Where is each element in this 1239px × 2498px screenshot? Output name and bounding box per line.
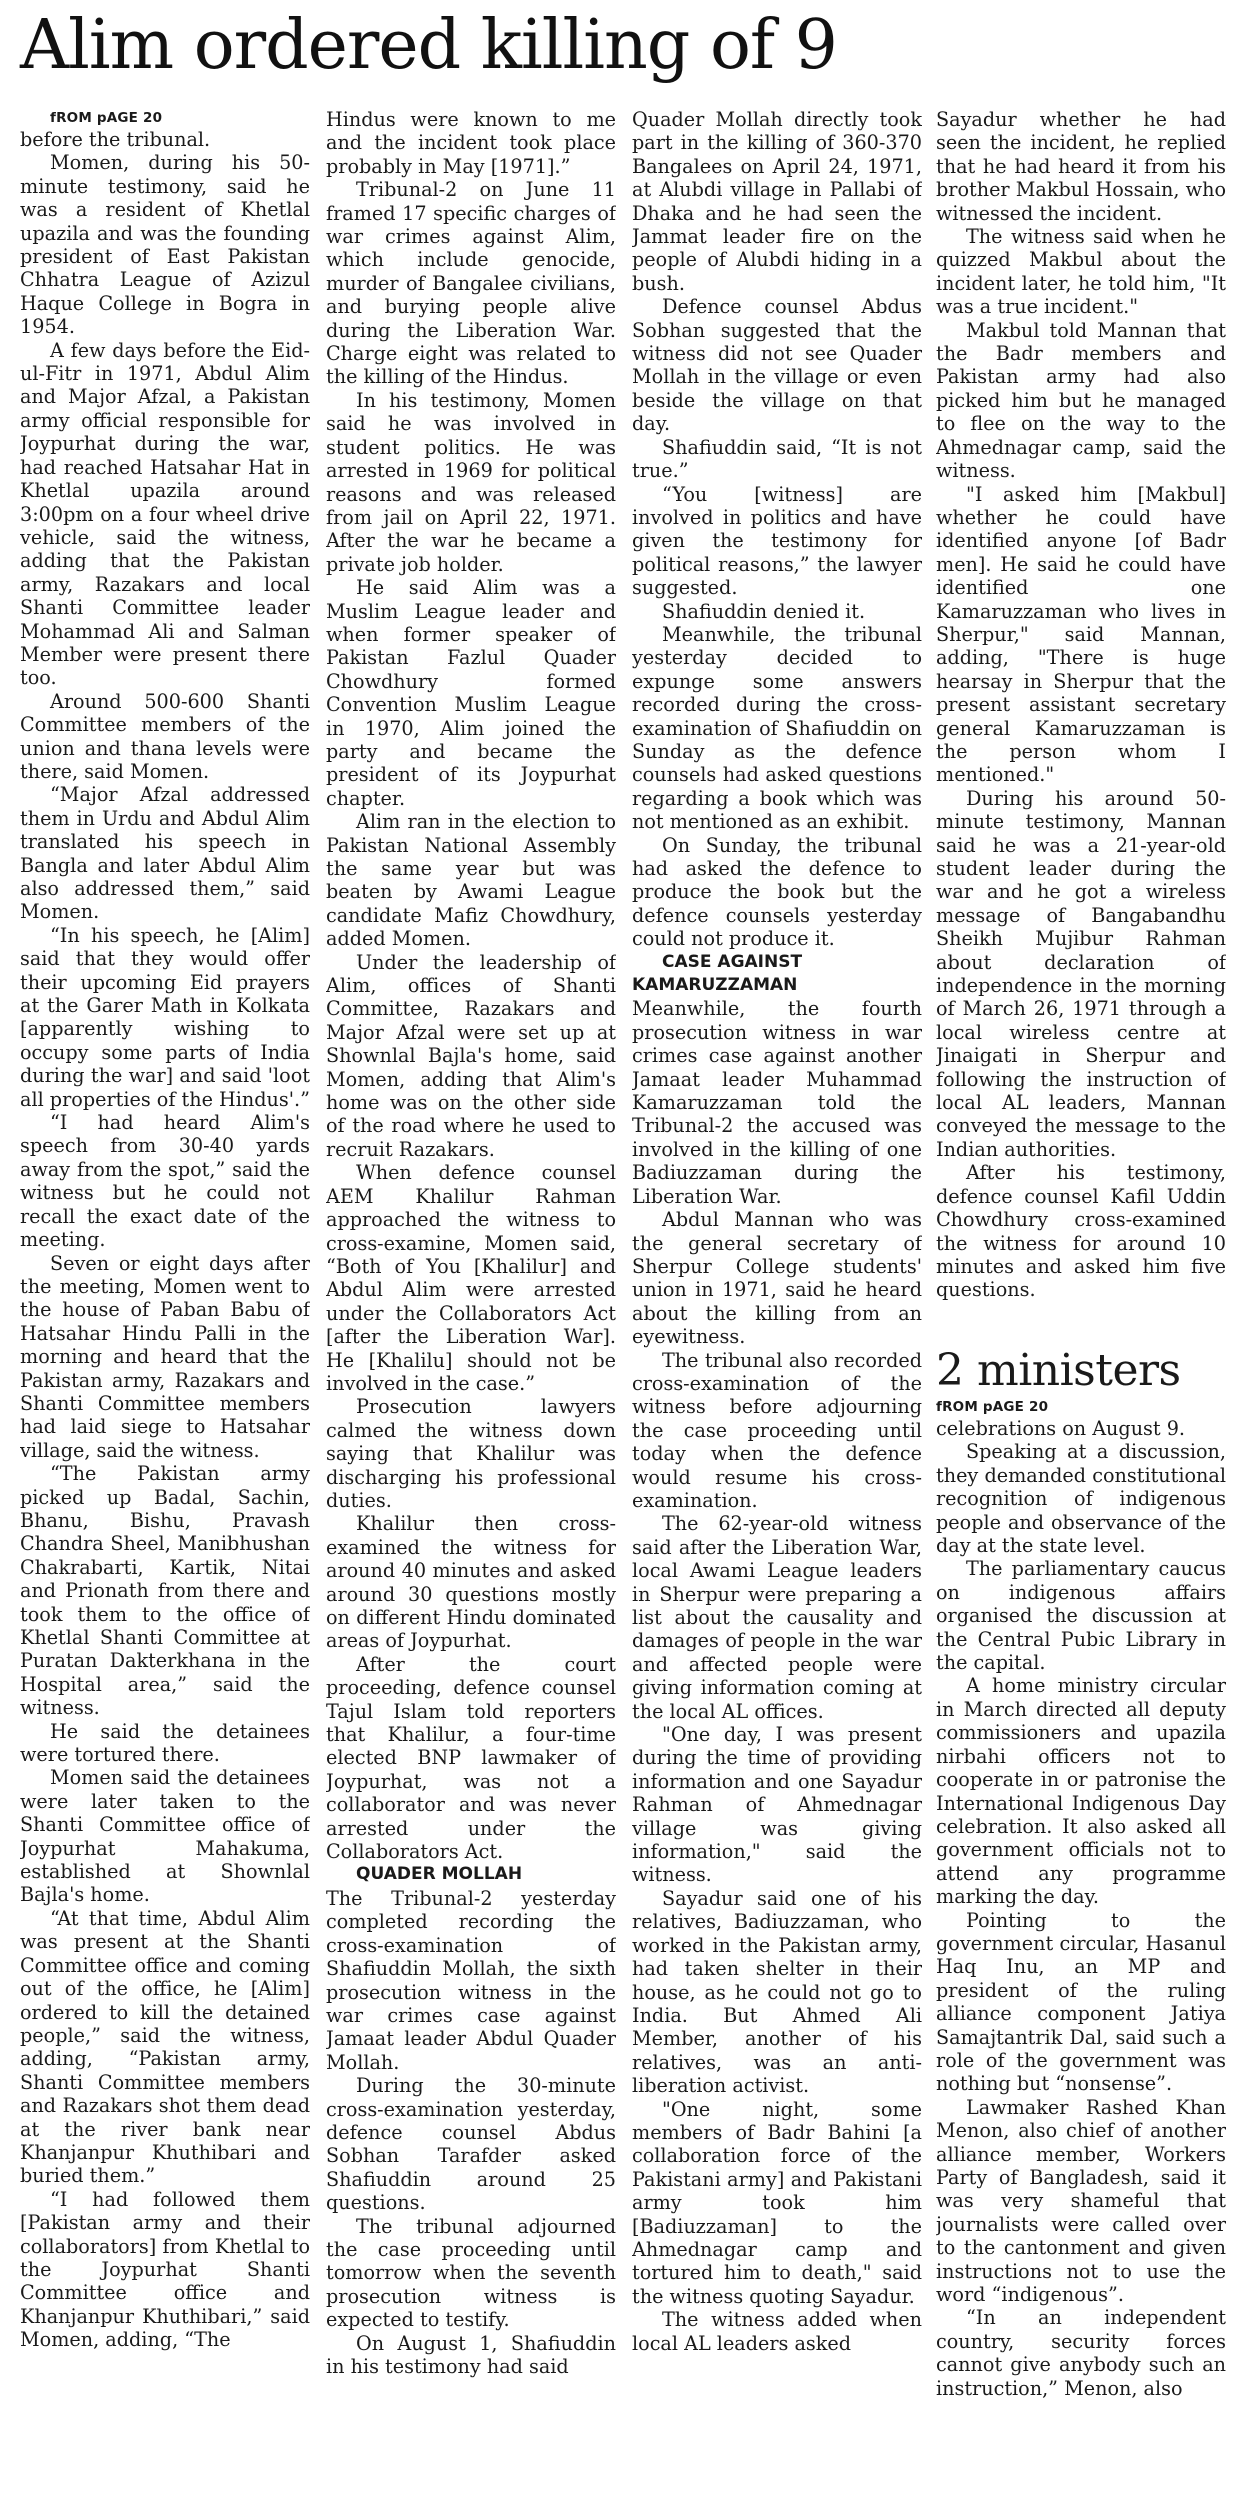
paragraph: Prosecution lawyers calmed the witness down saying that Khalilur was discharging his professional duties. — [326, 1395, 616, 1512]
paragraph: Alim ran in the election to Pakistan National Assembly the same year but was beaten by Awami League candidate Mafiz Chowdhury, added Momen. — [326, 810, 616, 951]
paragraph: Sayadur said one of his relatives, Badiuzzaman, who worked in the Pakistan army, had taken shelter in their house, as he could not go to India. But Ahmed Ali Member, another of his relatives, was an anti-liberation activist. — [632, 1886, 922, 2098]
paragraph: “In his speech, he [Alim] said that they would offer their upcoming Eid prayers at the Garer Math in Kolkata [apparently wishing to occupy some parts of India during the war] and said 'loot all properties of the Hindus'.” — [20, 923, 310, 1111]
paragraph: After the court proceeding, defence counsel Tajul Islam told reporters that Khalilur, a four-time elected BNP lawmaker of Joypurhat, was not a collaborator and was never arrested under the Collaborators Act. — [326, 1652, 616, 1864]
paragraph: The witness said when he quizzed Makbul about the incident later, he told him, "It was a true incident." — [936, 225, 1226, 319]
paragraph: Meanwhile, the tribunal yesterday decided to expunge some answers recorded during the cross-examination of Shafiuddin on Sunday as the defence counsels had asked questions regarding a book which was not mentioned as an exhibit. — [632, 622, 922, 834]
paragraph: "One night, some members of Badr Bahini [a collaboration force of the Pakistani army] and Pakistani army took him [Badiuzzaman] to the Ahmednagar camp and tortured him to death," said the witness quoting Sayadur. — [632, 2097, 922, 2308]
paragraph: He said Alim was a Muslim League leader and when former speaker of Pakistan Fazlul Quader Chowdhury formed Convention Muslim League in 1970, Alim joined the party and became the president of its Joypurhat chapter. — [326, 576, 616, 810]
paragraph: Abdul Mannan who was the general secretary of Sherpur College students' union in 1971, said he heard about the killing from an eyewitness. — [632, 1208, 922, 1349]
paragraph: Shafiuddin said, “It is not true.” — [632, 435, 922, 483]
paragraph: "I asked him [Makbul] whether he could have identified anyone [of Badr men]. He said he could have identified one Kamaruzzaman who lives in Sherpur," said Mannan, adding, "There is huge hearsay in Sherpur that the present assistant secretary general Kamaruzzaman is the person whom I mentioned." — [936, 482, 1226, 787]
paragraph: Momen, during his 50-minute testimony, said he was a resident of Khetlal upazila and was the founding president of East Pakistan Chhatra League of Azizul Haque College in Bogra in 1954. — [20, 151, 310, 339]
paragraph: During his around 50-minute testimony, Mannan said he was a 21-year-old student leader during the war and he got a wireless message of Bangabandhu Sheikh Mujibur Rahman about declaration of independence in the morning of March 26, 1971 through a local wireless centre at Jinaigati in Sherpur and following the instruction of local AL leaders, Mannan conveyed the message to the Indian authorities. — [936, 786, 1226, 1161]
paragraph: When defence counsel AEM Khalilur Rahman approached the witness to cross-examine, Momen said, “Both of You [Khalilur] and Abdul Alim were arrested under the Collaborators Act [after the Liberation War]. He [Khalilu] should not be involved in the case.” — [326, 1161, 616, 1395]
paragraph: before the tribunal. — [20, 128, 211, 151]
paragraph: Meanwhile, the fourth prosecution witness in war crimes case against another Jamaat leader Muhammad Kamaruzzaman told the Tribunal-2 the accused was involved in the killing of one Badiuzzaman during the Liberation War. — [632, 997, 922, 1208]
paragraph: The parliamentary caucus on indigenous affairs organised the discussion at the Central Pubic Library in the capital. — [936, 1557, 1226, 1675]
paragraph: Speaking at a discussion, they demanded constitutional recognition of indigenous people and observance of the day at the state level. — [936, 1440, 1226, 1558]
sub-story-headline: 2 ministers — [936, 1345, 1181, 1396]
paragraph: “Major Afzal addressed them in Urdu and Abdul Alim translated his speech in Bangla and later Abdul Alim also addressed them,” said Momen. — [20, 783, 310, 924]
paragraph: The witness added when local AL leaders asked — [632, 2308, 922, 2355]
paragraph: The Tribunal-2 yesterday completed recording the cross-examination of Shafiuddin Mollah, the sixth prosecution witness in the war crimes case against Jamaat leader Abdul Quader Mollah. — [326, 1886, 616, 2074]
paragraph: Tribunal-2 on June 11 framed 17 specific charges of war crimes against Alim, which include genocide, murder of Bangalee civilians, and burying people alive during the Liberation War. Charge eight was related to the killing of the Hindus. — [326, 178, 616, 389]
column-1 — [20, 108, 310, 2498]
paragraph: On Sunday, the tribunal had asked the defence to produce the book but the defence counsels yesterday could not produce it. — [632, 833, 922, 951]
paragraph: “You [witness] are involved in politics and have given the testimony for political reasons,” the lawyer suggested. — [632, 482, 922, 600]
paragraph: Shafiuddin denied it. — [662, 599, 866, 623]
jump-label: fROM pAGE 20 — [50, 110, 163, 126]
paragraph: Khalilur then cross-examined the witness for around 40 minutes and asked around 30 questions mostly on different Hindu dominated areas of Joypurhat. — [326, 1512, 616, 1653]
paragraph: He said the detainees were tortured there. — [20, 1719, 310, 1767]
column-2 — [326, 108, 616, 2498]
paragraph: In his testimony, Momen said he was involved in student politics. He was arrested in 1969 for political reasons and was released from jail on April 22, 1971. After the war he became a private job holder. — [326, 388, 616, 576]
paragraph: “I had followed them [Pakistan army and their collaborators] from Khetlal to the Joypurhat Shanti Committee office and Khanjanpur Khuthibari,” said Momen, adding, “The — [20, 2187, 310, 2352]
column-3 — [632, 108, 922, 2498]
sub-story — [936, 1345, 1226, 2495]
paragraph: A few days before the Eid-ul-Fitr in 1971, Abdul Alim and Major Afzal, a Pakistan army official responsible for Joypurhat during the war, had reached Hatsahar Hat in Khetlal upazila around 3:00pm on a four wheel drive vehicle, said the witness, adding that the Pakistan army, Razakars and local Shanti Committee leader Mohammad Ali and Salman Member were present there too. — [20, 338, 310, 690]
paragraph: On August 1, Shafiuddin in his testimony had said — [326, 2331, 616, 2378]
paragraph: “The Pakistan army picked up Badal, Sachin, Bhanu, Bishu, Pravash Chandra Sheel, Manibhushan Chakrabarti, Kartik, Nitai and Prionath from there and took them to the office of Khetlal Shanti Committee at Puratan Dakterkhana in the Hospital area,” said the witness. — [20, 1462, 310, 1720]
paragraph: “I had heard Alim's speech from 30-40 yards away from the spot,” said the witness but he could not recall the exact date of the meeting. — [20, 1111, 310, 1252]
paragraph: celebrations on August 9. — [936, 1417, 1186, 1440]
paragraph: Around 500-600 Shanti Committee members of the union and thana levels were there, said Momen. — [20, 689, 310, 783]
paragraph: Seven or eight days after the meeting, Momen went to the house of Paban Babu of Hatsahar Hindu Palli in the morning and heard that the Pakistan army, Razakars and Shanti Committee members had laid siege to Hatsahar village, said the witness. — [20, 1251, 310, 1462]
section-subhead: CASE AGAINST KAMARUZZAMAN — [632, 951, 803, 996]
paragraph: The tribunal also recorded cross-examination of the witness before adjourning the case proceeding until today when the defence would resume his cross-examination. — [632, 1348, 922, 1512]
paragraph: "One day, I was present during the time of providing information and one Sayadur Rahman of Ahmednagar village was giving information," said the witness. — [632, 1723, 922, 1887]
section-subhead: QUADER MOLLAH — [356, 1864, 523, 1885]
paragraph: “In an independent country, security forces cannot give anybody such an instruction,” Menon, also — [936, 2306, 1226, 2400]
paragraph: Makbul told Mannan that the Badr members and Pakistan army had also picked him but he managed to flee on the way to the Ahmednagar camp, said the witness. — [936, 318, 1226, 483]
paragraph: Defence counsel Abdus Sobhan suggested that the witness did not see Quader Mollah in the village or even beside the village on that day. — [632, 295, 922, 436]
paragraph: Pointing to the government circular, Hasanul Haq Inu, an MP and president of the ruling alliance component Jatiya Samajtantrik Dal, said such a role of the government was nothing but “nonsense”. — [936, 1908, 1226, 2096]
paragraph: Hindus were known to me and the incident took place probably in May [1971].” — [326, 108, 616, 178]
sub-story-jump-label: fROM pAGE 20 — [936, 1399, 1049, 1415]
column-4 — [936, 108, 1226, 1348]
paragraph: Lawmaker Rashed Khan Menon, also chief of another alliance member, Workers Party of Bangladesh, said it was very shameful that journalists were called over to the cantonment and given instructions not to use the word “indigenous”. — [936, 2095, 1226, 2307]
paragraph: The 62-year-old witness said after the Liberation War, local Awami League leaders in Sherpur were preparing a list about the causality and damages of people in the war and affected people were giving information coming at the local AL offices. — [632, 1512, 922, 1723]
paragraph: The tribunal adjourned the case proceeding until tomorrow when the seventh prosecution witness is expected to testify. — [326, 2214, 616, 2332]
paragraph: Under the leadership of Alim, offices of Shanti Committee, Razakars and Major Afzal were set up at Shownlal Bajla's home, said Momen, adding that Alim's home was on the other side of the road where he used to recruit Razakars. — [326, 950, 616, 1161]
paragraph: “At that time, Abdul Alim was present at the Shanti Committee office and coming out of the office, he [Alim] ordered to kill the detained people,” said the witness, adding, “Pakistan army, Shanti Committee members and Razakars shot them dead at the river bank near Khanjanpur Khuthibari and buried them.” — [20, 1906, 310, 2188]
main-headline: Alim ordered killing of 9 — [20, 6, 837, 85]
paragraph: A home ministry circular in March directed all deputy commissioners and upazila nirbahi officers not to cooperate in or patronise the International Indigenous Day celebration. It also asked all government officials not to attend any programme marking the day. — [936, 1674, 1226, 1909]
paragraph: After his testimony, defence counsel Kafil Uddin Chowdhury cross-examined the witness for around 10 minutes and asked him five questions. — [936, 1161, 1226, 1302]
sub-story-body — [936, 1417, 1226, 2400]
paragraph: Momen said the detainees were later taken to the Shanti Committee office of Joypurhat Mahakuma, established at Shownlal Bajla's home. — [20, 1766, 310, 1907]
paragraph: Quader Mollah directly took part in the killing of 360-370 Bangalees on April 24, 1971, at Alubdi village in Pallabi of Dhaka and he had seen the Jammat leader fire on the people of Alubdi hiding in a bush. — [632, 108, 922, 295]
paragraph: Sayadur whether he had seen the incident, he replied that he had heard it from his brother Makbul Hossain, who witnessed the incident. — [936, 108, 1226, 225]
paragraph: During the 30-minute cross-examination yesterday, defence counsel Abdus Sobhan Tarafder asked Shafiuddin around 25 questions. — [326, 2074, 616, 2215]
